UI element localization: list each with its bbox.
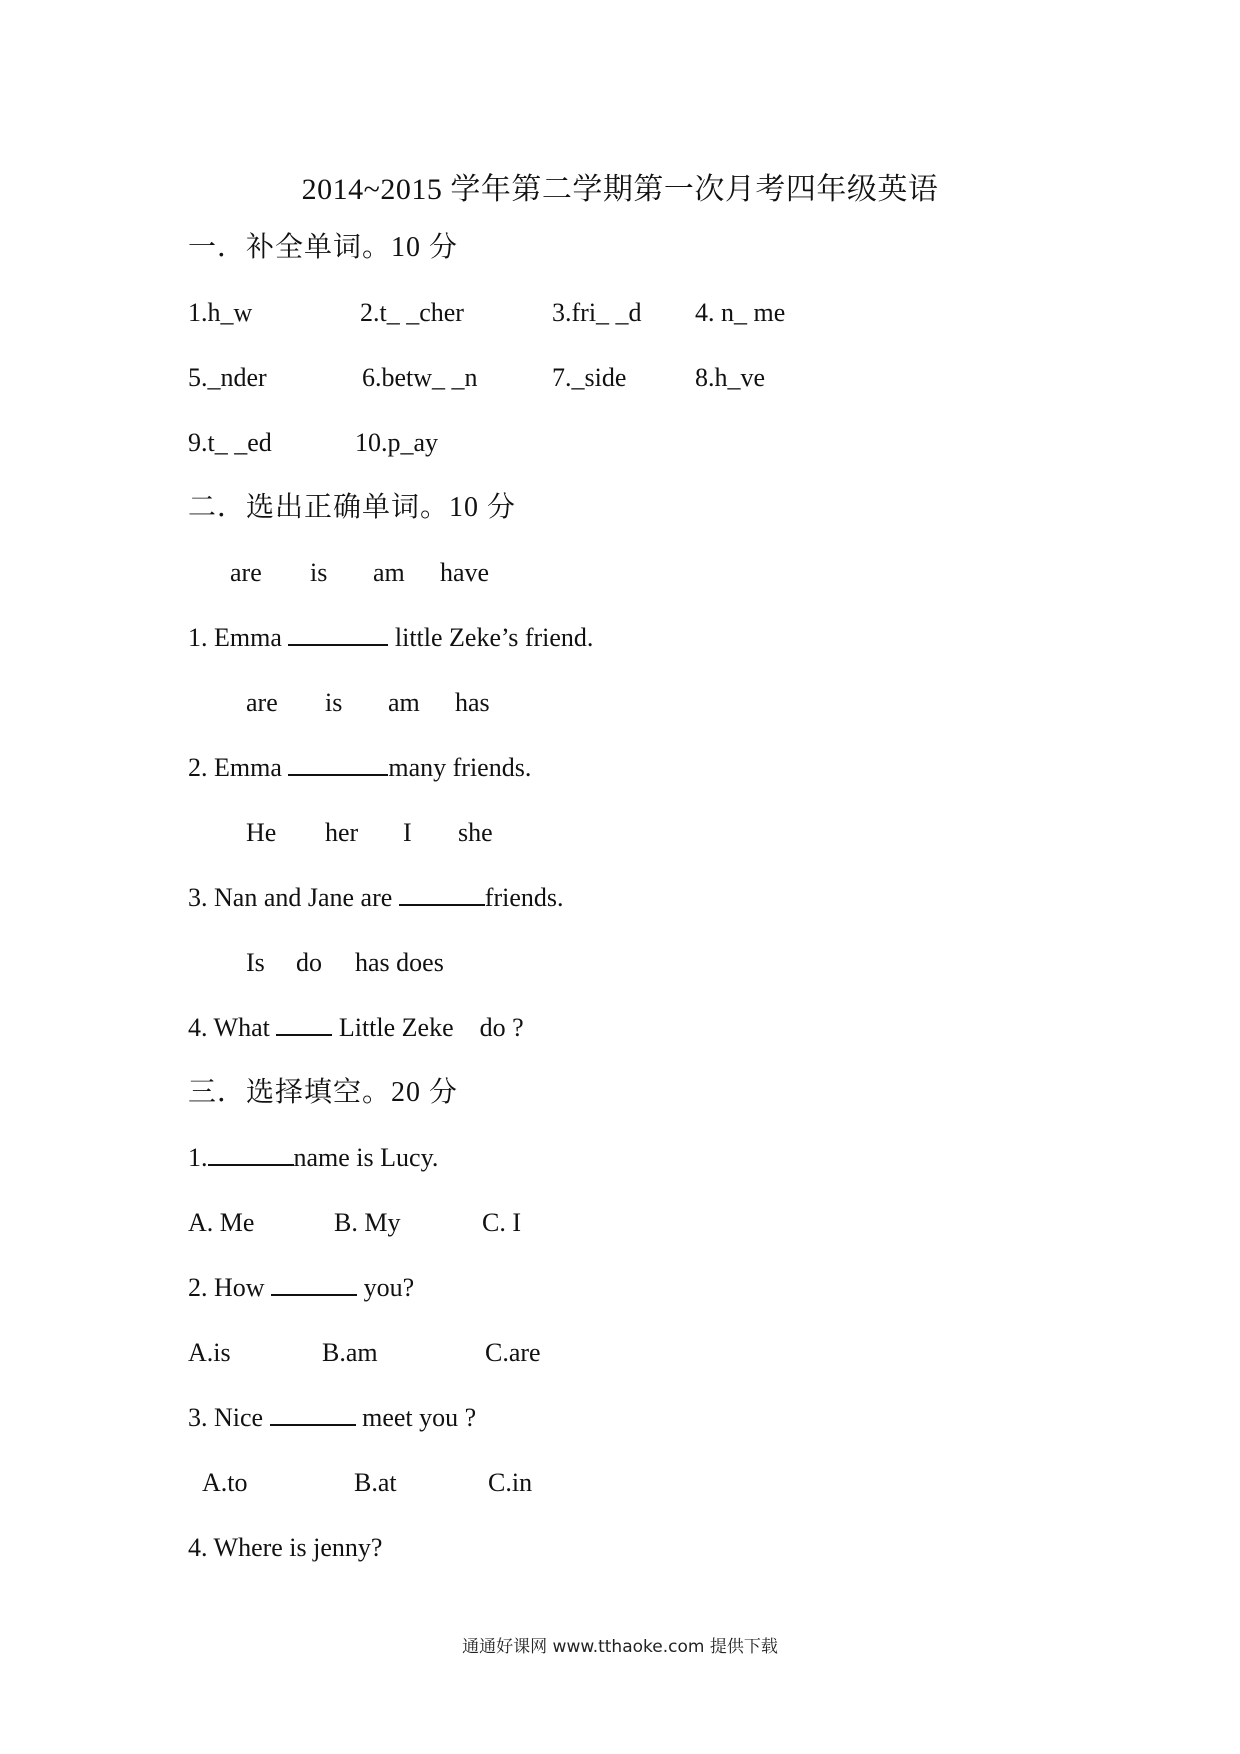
word-item: 10.p_ay	[355, 428, 439, 457]
option-word: her	[325, 818, 359, 847]
question-text	[188, 748, 531, 788]
option-word: have	[440, 558, 490, 587]
question-row	[0, 618, 1240, 658]
options-row	[0, 553, 1240, 593]
option-word: are	[246, 688, 278, 717]
answer-blank	[276, 1010, 332, 1036]
word-item: 1.h_w	[188, 298, 253, 327]
section3-heading-row	[0, 1073, 1240, 1113]
answer-blank	[270, 1400, 356, 1426]
option-word: she	[458, 818, 493, 847]
question-row	[0, 1008, 1240, 1048]
option-word: Is	[246, 948, 265, 977]
question-before: 3. Nice	[188, 1403, 264, 1432]
choice-option: C.are	[485, 1338, 541, 1367]
choices-row	[0, 1203, 1240, 1243]
question-before: 2. How	[188, 1273, 265, 1302]
question-text	[188, 1268, 414, 1308]
choice-option: C. I	[482, 1208, 521, 1237]
question-text	[188, 1398, 476, 1438]
choice-option: C.in	[488, 1468, 533, 1497]
section1-heading: 一．补全单词。10 分	[188, 232, 459, 263]
question-before: 2. Emma	[188, 753, 282, 782]
choices-row	[0, 1463, 1240, 1503]
answer-blank	[271, 1270, 357, 1296]
question-before: 1.	[188, 1143, 208, 1172]
word-row-2	[0, 358, 1240, 398]
question-row	[0, 878, 1240, 918]
question-row	[0, 1268, 1240, 1308]
answer-blank	[288, 620, 388, 646]
question-before: 4. What	[188, 1013, 270, 1042]
choice-option: B. My	[334, 1208, 401, 1237]
choice-option: B.at	[354, 1468, 397, 1497]
question-after: Little Zeke do ?	[338, 1013, 524, 1042]
word-item: 4. n_ me	[695, 298, 786, 327]
answer-blank	[288, 750, 388, 776]
choices-row	[0, 1333, 1240, 1373]
option-word: has	[455, 688, 490, 717]
question-row	[0, 1528, 1240, 1568]
question-text	[188, 1138, 438, 1178]
word-item: 7._side	[552, 363, 627, 392]
option-word: am	[373, 558, 405, 587]
question-after: you?	[363, 1273, 415, 1302]
word-item: 2.t_ _cher	[360, 298, 464, 327]
choice-option: B.am	[322, 1338, 378, 1367]
word-item: 9.t_ _ed	[188, 428, 272, 457]
question-text	[188, 878, 564, 918]
option-word: He	[246, 818, 277, 847]
question-row	[0, 1138, 1240, 1178]
choice-option: A.to	[202, 1468, 248, 1497]
options-row	[0, 813, 1240, 853]
word-row-1	[0, 293, 1240, 333]
word-item: 5._nder	[188, 363, 267, 392]
word-item: 6.betw_ _n	[362, 363, 478, 392]
options-row	[0, 943, 1240, 983]
option-word: has does	[355, 948, 444, 977]
section3-heading: 三．选择填空。20 分	[188, 1077, 459, 1108]
question-after: friends.	[484, 883, 564, 912]
footer-credit: 通通好课网 www.tthaoke.com 提供下载	[462, 1637, 778, 1657]
question-text	[188, 1008, 524, 1048]
question-before: 3. Nan and Jane are	[188, 883, 393, 912]
word-item: 8.h_ve	[695, 363, 766, 392]
option-word: am	[388, 688, 420, 717]
section2-heading-row	[0, 488, 1240, 528]
option-word: are	[230, 558, 262, 587]
question-after: little Zeke’s friend.	[394, 623, 594, 652]
option-word: is	[310, 558, 328, 587]
question-row	[0, 1398, 1240, 1438]
section2-heading: 二．选出正确单词。10 分	[188, 492, 517, 523]
question-after: many friends.	[388, 753, 532, 782]
choice-option: A. Me	[188, 1208, 255, 1237]
word-item: 3.fri_ _d	[552, 298, 642, 327]
question-after: name is Lucy.	[293, 1143, 439, 1172]
question-after: meet you ?	[362, 1403, 477, 1432]
question-text: 4. Where is jenny?	[188, 1533, 383, 1562]
question-text	[188, 618, 593, 658]
option-word: do	[296, 948, 322, 977]
section1-heading-row	[0, 228, 1240, 268]
choice-option: A.is	[188, 1338, 231, 1367]
question-before: 1. Emma	[188, 623, 282, 652]
options-row	[0, 683, 1240, 723]
option-word: is	[325, 688, 343, 717]
answer-blank	[208, 1140, 294, 1166]
word-row-3	[0, 423, 1240, 463]
question-row	[0, 748, 1240, 788]
answer-blank	[399, 880, 485, 906]
option-word: I	[403, 818, 412, 847]
document-title: 2014~2015 学年第二学期第一次月考四年级英语	[301, 173, 939, 206]
